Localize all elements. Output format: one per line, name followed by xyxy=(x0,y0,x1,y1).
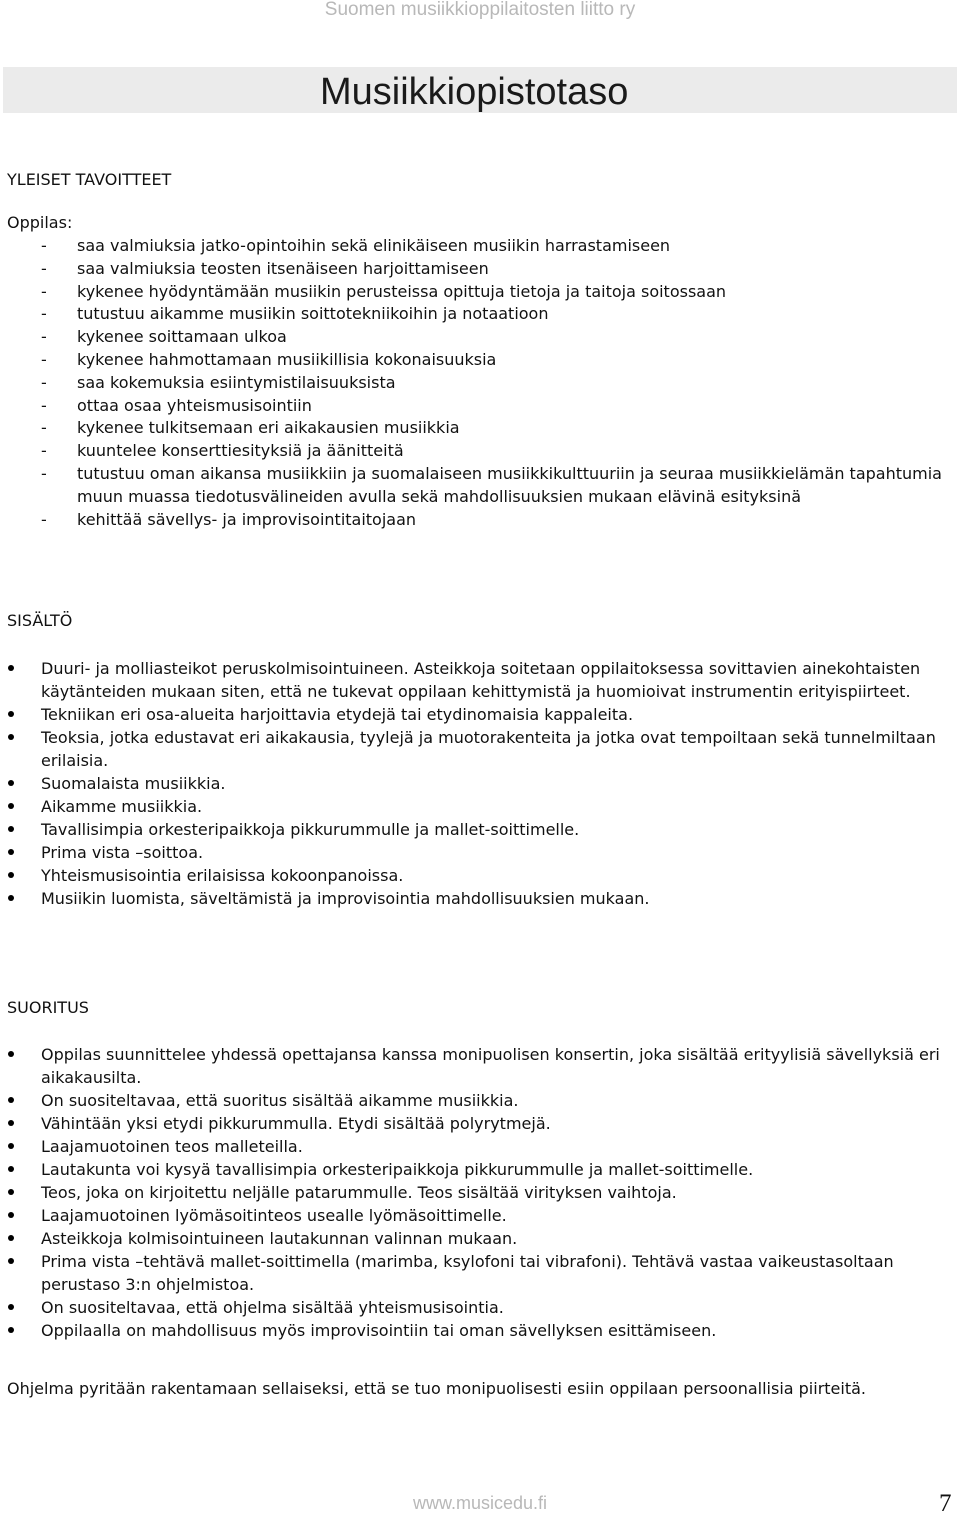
organization-header: Suomen musiikkioppilaitosten liitto ry xyxy=(324,0,636,20)
list-item-text: kykenee soittamaan ulkoa xyxy=(77,327,287,347)
list-item-text: saa kokemuksia esiintymistilaisuuksista xyxy=(77,372,396,392)
list-item xyxy=(0,1043,950,1089)
bullet-icon xyxy=(8,1189,14,1195)
list-item xyxy=(0,326,950,349)
list-item xyxy=(0,1135,950,1158)
footer-url[interactable]: www.musicedu.fi xyxy=(412,1493,548,1513)
dash-marker: - xyxy=(41,281,47,301)
dash-marker: - xyxy=(41,395,47,415)
performance-list xyxy=(0,1043,950,1342)
list-item xyxy=(0,795,950,818)
list-item-text: kykenee tulkitsemaan eri aikakausien musiikkia xyxy=(77,418,460,438)
list-item-text: kehittää sävellys- ja improvisointitaitojaan xyxy=(77,509,417,529)
list-item xyxy=(0,1296,950,1319)
bullet-icon xyxy=(8,734,14,740)
bullet-icon xyxy=(8,1235,14,1241)
list-item xyxy=(0,772,950,795)
bullet-icon xyxy=(8,1304,14,1310)
list-item-text: Duuri- ja molliasteikot peruskolmisointuineen. Asteikkoja soitetaan oppilaitoksessa sovittavien ainekohtaisten käytänteiden mukaan siten, että ne tukevat oppilaan kehittymistä ja huomioivat instrumentin erityispiirteet. xyxy=(41,659,921,701)
list-item-text: saa valmiuksia teosten itsenäiseen harjoittamiseen xyxy=(77,258,489,278)
bullet-icon xyxy=(8,849,14,855)
list-item-text: kykenee hahmottamaan musiikillisia kokonaisuuksia xyxy=(77,349,497,369)
list-item xyxy=(0,372,950,395)
goals-heading: YLEISET TAVOITTEET xyxy=(7,170,172,189)
closing-paragraph: Ohjelma pyritään rakentamaan sellaiseksi, että se tuo monipuolisesti esiin oppilaan persoonallisia piirteitä. xyxy=(7,1379,866,1398)
list-item xyxy=(0,1112,950,1135)
dash-marker: - xyxy=(41,418,47,438)
list-item-text: tutustuu oman aikansa musiikkiin ja suomalaiseen musiikkikulttuuriin ja seuraa musiikkielämän tapahtumia muun muassa tiedotusvälineiden avulla sekä mahdollisuuksien mukaan elävinä esityksinä xyxy=(77,463,942,506)
list-item xyxy=(0,417,950,440)
bullet-icon xyxy=(8,780,14,786)
list-item-text: Oppilas suunnittelee yhdessä opettajansa kanssa monipuolisen konsertin, joka sisältää erityylisiä sävellyksiä eri aikakausilta. xyxy=(41,1045,940,1087)
list-item-text: Lautakunta voi kysyä tavallisimpia orkesteripaikkoja pikkurummulle ja mallet-soittimelle. xyxy=(41,1160,754,1179)
list-item xyxy=(0,1227,950,1250)
bullet-icon xyxy=(8,1166,14,1172)
list-item xyxy=(0,349,950,372)
list-item-text: kykenee hyödyntämään musiikin perusteissa opittuja tietoja ja taitoja soitossaan xyxy=(77,281,727,301)
bullet-icon xyxy=(8,803,14,809)
list-item-text: Asteikkoja kolmisointuineen lautakunnan valinnan mukaan. xyxy=(41,1229,518,1248)
bullet-icon xyxy=(8,1051,14,1057)
bullet-icon xyxy=(8,665,14,671)
dash-marker: - xyxy=(41,441,47,461)
list-item xyxy=(0,1319,950,1342)
goals-intro: Oppilas: xyxy=(7,213,73,232)
list-item-text: Vähintään yksi etydi pikkurummulla. Etydi sisältää polyrytmejä. xyxy=(41,1114,551,1133)
bullet-icon xyxy=(8,826,14,832)
performance-heading: SUORITUS xyxy=(7,998,89,1017)
list-item xyxy=(0,509,950,532)
content-list xyxy=(0,657,950,910)
list-item-text: Oppilaalla on mahdollisuus myös improvisointiin tai oman sävellyksen esittämiseen. xyxy=(41,1321,717,1340)
list-item-text: On suositeltavaa, että suoritus sisältää aikamme musiikkia. xyxy=(41,1091,519,1110)
list-item xyxy=(0,1204,950,1227)
list-item-text: ottaa osaa yhteismusisointiin xyxy=(77,395,312,415)
goals-list xyxy=(0,235,950,531)
list-item-text: Laajamuotoinen teos malleteilla. xyxy=(41,1137,303,1156)
bullet-icon xyxy=(8,1327,14,1333)
dash-marker: - xyxy=(41,304,47,324)
bullet-icon xyxy=(8,1143,14,1149)
list-item-text: saa valmiuksia jatko-opintoihin sekä elinikäiseen musiikin harrastamiseen xyxy=(77,236,671,255)
list-item xyxy=(0,703,950,726)
dash-marker: - xyxy=(41,509,47,529)
content-heading: SISÄLTÖ xyxy=(7,611,73,630)
list-item-text: tutustuu aikamme musiikin soittotekniikoihin ja notaatioon xyxy=(77,304,549,324)
list-item-text: Teoksia, jotka edustavat eri aikakausia, tyylejä ja muotorakenteita ja jotka ovat tempoiltaan sekä tunnelmiltaan erilaisia. xyxy=(41,728,936,770)
list-item xyxy=(0,235,950,258)
dash-marker: - xyxy=(41,349,47,369)
list-item-text: Prima vista –tehtävä mallet-soittimella (marimba, ksylofoni tai vibrafoni). Tehtävä vastaa vaikeustasoltaan perustaso 3:n ohjelmistoa. xyxy=(41,1252,894,1294)
list-item xyxy=(0,1250,950,1296)
list-item-text: Yhteismusisointia erilaisissa kokoonpanoissa. xyxy=(41,866,404,885)
list-item xyxy=(0,395,950,418)
list-item xyxy=(0,258,950,281)
list-item xyxy=(0,1089,950,1112)
list-item-text: Laajamuotoinen lyömäsoitinteos usealle lyömäsoittimelle. xyxy=(41,1206,507,1225)
list-item-text: Suomalaista musiikkia. xyxy=(41,774,226,793)
list-item xyxy=(0,440,950,463)
dash-marker: - xyxy=(41,463,47,483)
list-item-text: Prima vista –soittoa. xyxy=(41,843,204,862)
list-item xyxy=(0,1181,950,1204)
list-item xyxy=(0,657,950,703)
bullet-icon xyxy=(8,1097,14,1103)
dash-marker: - xyxy=(41,372,47,392)
bullet-icon xyxy=(8,872,14,878)
list-item-text: Aikamme musiikkia. xyxy=(41,797,203,816)
list-item-text: kuuntelee konserttiesityksiä ja äänitteitä xyxy=(77,441,404,461)
page-title: Musiikkiopistotaso xyxy=(320,71,629,113)
bullet-icon xyxy=(8,1258,14,1264)
list-item xyxy=(0,726,950,772)
bullet-icon xyxy=(8,895,14,901)
bullet-icon xyxy=(8,1212,14,1218)
list-item-text: Tekniikan eri osa-alueita harjoittavia etydejä tai etydinomaisia kappaleita. xyxy=(41,705,634,724)
list-item xyxy=(0,1158,950,1181)
list-item xyxy=(0,887,950,910)
list-item xyxy=(0,841,950,864)
list-item xyxy=(0,281,950,304)
list-item-text: Tavallisimpia orkesteripaikkoja pikkurummulle ja mallet-soittimelle. xyxy=(41,820,580,839)
list-item-text: Teos, joka on kirjoitettu neljälle patarummulle. Teos sisältää virityksen vaihtoja. xyxy=(41,1183,677,1202)
list-item-text: Musiikin luomista, säveltämistä ja improvisointia mahdollisuuksien mukaan. xyxy=(41,889,650,908)
dash-marker: - xyxy=(41,258,47,278)
bullet-icon xyxy=(8,1120,14,1126)
list-item xyxy=(0,303,950,326)
list-item xyxy=(0,864,950,887)
list-item xyxy=(0,818,950,841)
list-item-text: On suositeltavaa, että ohjelma sisältää yhteismusisointia. xyxy=(41,1298,504,1317)
page-number: 7 xyxy=(939,1490,952,1517)
bullet-icon xyxy=(8,711,14,717)
dash-marker: - xyxy=(41,236,47,255)
list-item xyxy=(0,463,950,509)
dash-marker: - xyxy=(41,327,47,347)
